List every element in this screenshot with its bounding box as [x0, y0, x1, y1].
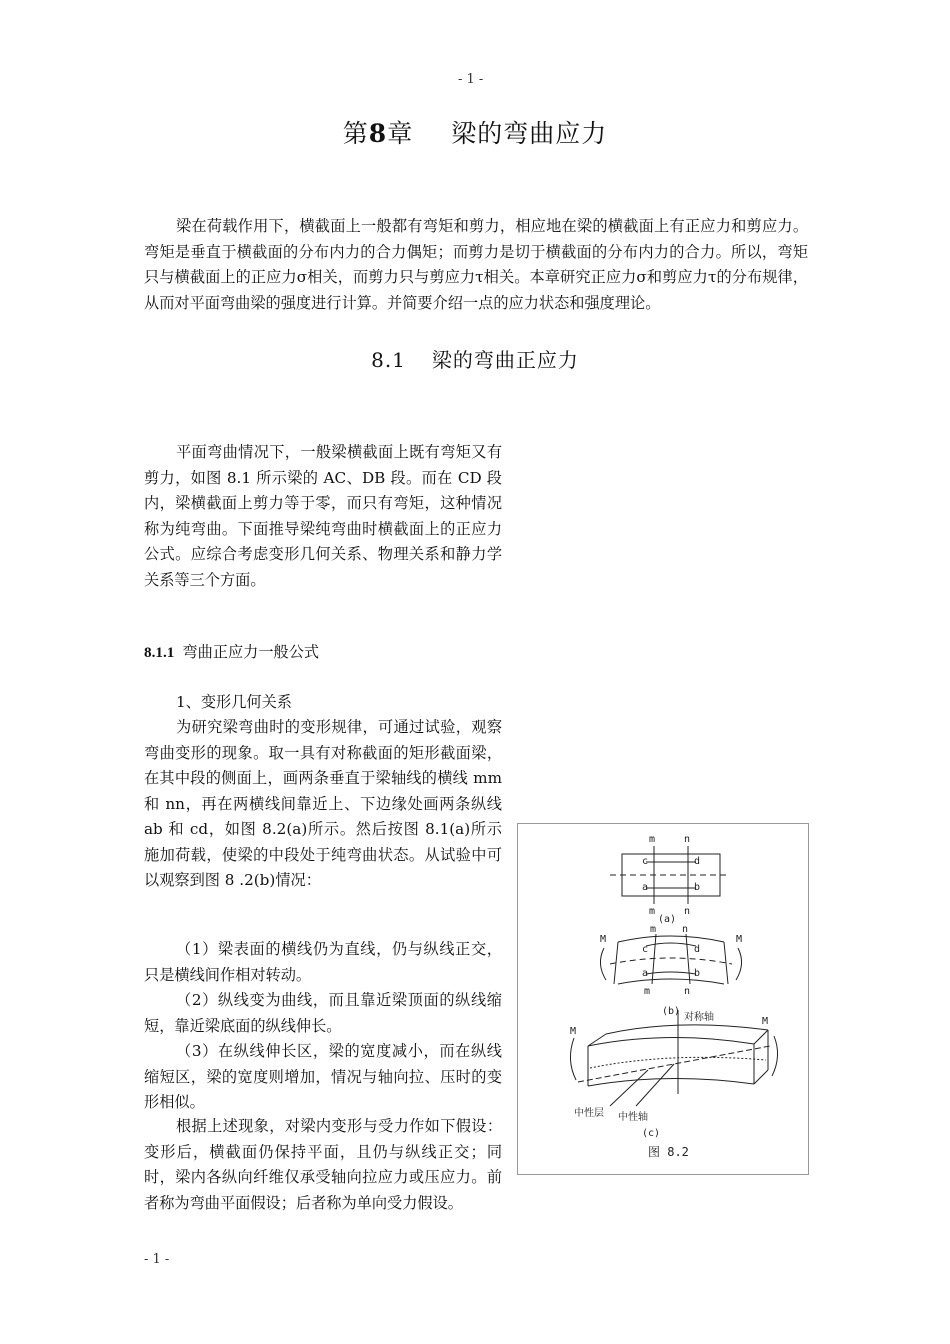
observation-2: （2）纵线变为曲线，而且靠近梁顶面的纵线缩短，靠近梁底面的纵线伸长。 [144, 991, 502, 1035]
figure-8-2 [517, 823, 809, 1175]
item-paragraph: 为研究梁弯曲时的变形规律，可通过试验，观察弯曲变形的现象。取一具有对称截面的矩形截面梁，在其中段的侧面上，画两条垂直于梁轴线的横线 mm 和 nn，再在两横线间靠近上、下边缘处画两条纵线 ab 和 cd，如图 8.2(a)所示。然后按图 8.1(a)所示施加荷载，使梁的中段处于纯弯曲状态。从试验中可以观察到图 8 .2(b)情况： [144, 718, 502, 889]
label-m-top-b: m [650, 924, 657, 935]
figure-part-b [600, 934, 741, 984]
subsection-heading [144, 641, 319, 662]
figure-part-a [610, 846, 730, 904]
section-title: 梁的弯曲正应力 [431, 348, 579, 372]
label-c-a: c [642, 856, 649, 867]
label-m-bot-a: m [649, 906, 656, 917]
label-d-b: d [694, 944, 701, 955]
sub-caption-b: (b) [662, 1006, 681, 1017]
section-heading [0, 344, 950, 373]
chapter-label-suffix: 章 [387, 119, 414, 148]
label-M-left-c: M [570, 1026, 577, 1037]
conclusion-paragraph-part: 根据上述现象，对梁内变形与受力作如下假设：变形后，横截面仍保持平面，且仍与纵线正交；同时，梁内各纵向纤维仅承受轴向拉应力或压应力。前者称为弯曲平面假设；后者称为单向受力假设。 [144, 1117, 502, 1212]
chapter-title [0, 114, 950, 150]
chapter-label-number: 8 [368, 119, 388, 148]
label-n-bot-b: n [684, 986, 691, 997]
observation-3: （3）在纵线伸长区，梁的宽度减小，而在纵线缩短区，梁的宽度则增加，情况与轴向拉、压时的变形相似。 [144, 1042, 502, 1111]
subsection-number: 8.1.1 [144, 644, 175, 661]
item-heading: 1、变形几何关系 [176, 693, 292, 711]
label-symmetry-axis: 对称轴 [684, 1012, 714, 1023]
label-neutral-axis: 中性轴 [618, 1112, 648, 1123]
sub-caption-a: (a) [658, 914, 677, 925]
chapter-label-prefix: 第 [342, 119, 369, 148]
label-a-a: a [642, 882, 649, 893]
label-n-top-b: n [682, 924, 689, 935]
subsection-title: 弯曲正应力一般公式 [182, 643, 320, 661]
intro-paragraph: 梁在荷载作用下，横截面上一般都有弯矩和剪力，相应地在梁的横截面上有正应力和剪应力。弯矩是垂直于横截面的分布内力的合力偶矩；而剪力是切于横截面的分布内力的合力。所以，弯矩只与横截面上的正应力σ相关，而剪力只与剪应力τ相关。本章研究正应力σ和剪应力τ的分布规律，从而对平面弯曲梁的强度进行计算。并简要介绍一点的应力状态和强度理论。 [144, 217, 808, 312]
figure-caption: 图 8.2 [648, 1145, 689, 1159]
label-M-left-b: M [600, 934, 607, 945]
label-M-right-c: M [762, 1016, 769, 1027]
label-b-b: b [694, 968, 701, 979]
label-b-a: b [694, 882, 701, 893]
label-m-bot-b: m [644, 986, 651, 997]
label-M-right-b: M [736, 934, 743, 945]
label-neutral-layer: 中性层 [574, 1108, 604, 1119]
label-c-b: c [642, 944, 649, 955]
label-a-b: a [642, 968, 649, 979]
page-number-top: - 1 - [458, 72, 484, 87]
label-m-top-a: m [649, 834, 656, 845]
figure-part-c [570, 1010, 777, 1106]
section-number: 8.1 [371, 348, 406, 372]
sub-caption-c: (c) [642, 1128, 661, 1139]
chapter-title-text: 梁的弯曲应力 [451, 119, 608, 148]
observation-1: （1）梁表面的横线仍为直线，仍与纵线正交，只是横线间作相对转动。 [144, 940, 502, 984]
label-d-a: d [694, 856, 701, 867]
label-n-top-a: n [684, 834, 691, 845]
section-paragraph: 平面弯曲情况下，一般梁横截面上既有弯矩又有剪力，如图 8.1 所示梁的 AC、DB 段。而在 CD 段内，梁横截面上剪力等于零，而只有弯矩，这种情况称为纯弯曲。下面推导梁纯弯曲时横截面上的正应力公式。应综合考虑变形几何关系、物理关系和静力学关系等三个方面。 [144, 443, 502, 589]
label-n-bot-a: n [684, 906, 691, 917]
page-number-bottom: - 1 - [144, 1252, 170, 1267]
figure-drawing [518, 824, 808, 1174]
